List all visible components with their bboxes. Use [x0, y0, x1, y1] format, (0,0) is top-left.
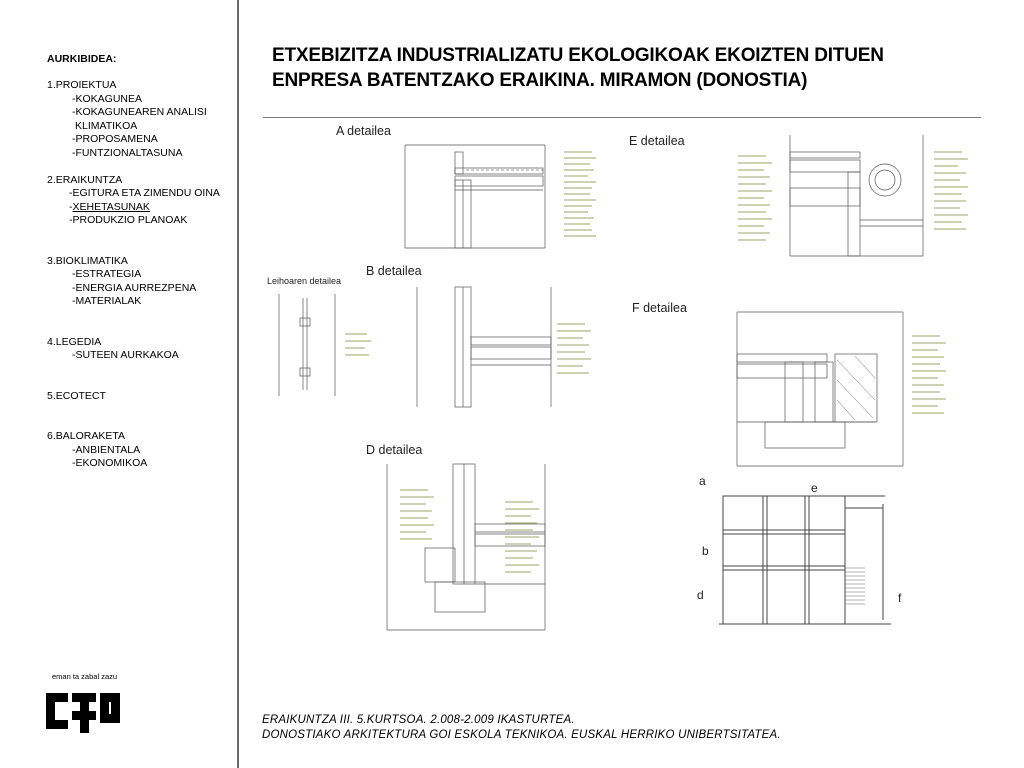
section-label-f: f — [898, 591, 902, 605]
detail-d-annotations-right — [503, 500, 551, 600]
detail-a-annotations — [562, 150, 622, 260]
detail-d-label: D detailea — [366, 443, 423, 457]
nav-item-estrategia[interactable]: -ESTRATEGIA — [72, 268, 142, 280]
nav-section-bioklimatika[interactable]: 3.BIOKLIMATIKA — [47, 254, 128, 267]
nav-item-klimatikoa[interactable]: KLIMATIKOA — [75, 119, 138, 132]
detail-e-annotations — [736, 154, 784, 254]
nav-section-ecotect[interactable]: 5.ECOTECT — [47, 389, 106, 402]
page-title — [272, 43, 972, 93]
footer-credits — [262, 713, 781, 743]
window-detail-label: Leihoaren detailea — [267, 276, 342, 286]
nav-item-suteen-aurkakoa[interactable]: -SUTEEN AURKAKOA — [72, 349, 179, 361]
nav-section-balorak[interactable]: 6.BALORAKETA — [47, 430, 126, 442]
upv-ehu-logo-icon — [44, 681, 124, 741]
nav-item-proposamena[interactable]: -PROPOSAMENA — [72, 133, 158, 145]
sidebar-divider — [237, 0, 239, 768]
logo-motto: eman ta zabal zazu — [52, 672, 118, 681]
title-divider — [263, 117, 981, 118]
nav-item-anbientala[interactable]: -ANBIENTALA — [72, 443, 141, 456]
detail-b-drawing — [415, 285, 555, 409]
detail-f-annotations — [910, 334, 970, 444]
nav-section-legedia[interactable]: 4.LEGEDIA — [47, 335, 102, 348]
detail-f-label: F detailea — [632, 301, 687, 315]
university-logo — [44, 672, 124, 746]
section-label-a: a — [699, 474, 706, 488]
detail-d-annotations — [398, 488, 446, 568]
nav-section-eraikuntza[interactable]: 2.ERAIKUNTZA — [47, 173, 123, 186]
detail-a-label: A detailea — [336, 124, 391, 138]
section-label-e: e — [811, 481, 818, 495]
detail-a-drawing — [400, 140, 560, 250]
nav-item-energia-aurrezpena[interactable]: -ENERGIA AURREZPENA — [72, 281, 197, 294]
window-annotations — [343, 330, 383, 370]
index-list — [47, 79, 220, 471]
nav-item-materialak[interactable]: -MATERIALAK — [72, 295, 142, 307]
building-section-drawing — [715, 488, 895, 636]
nav-item-funtzionaltasuna[interactable]: -FUNTZIONALTASUNA — [72, 146, 183, 159]
footer-line-1: ERAIKUNTZA III. 5.KURTSOA. 2.008-2.009 IKASTURTEA. — [262, 714, 575, 726]
detail-e-annotations-right — [932, 150, 980, 260]
detail-e-label: E detailea — [629, 134, 685, 148]
title-line-1: ETXEBIZITZA INDUSTRIALIZATU EKOLOGIKOAK EKOIZTEN DITUEN — [272, 45, 884, 66]
detail-b-annotations — [555, 322, 611, 392]
section-label-d: d — [697, 588, 704, 602]
detail-b-label: B detailea — [366, 264, 422, 278]
section-label-b: b — [702, 544, 709, 558]
detail-f-drawing — [735, 310, 905, 470]
title-line-2: ENPRESA BATENTZAKO ERAIKINA. MIRAMON (DONOSTIA) — [272, 70, 808, 91]
nav-item-egitura[interactable]: -EGITURA ETA ZIMENDU OINA — [69, 187, 220, 199]
nav-item-kokagunearen-analisi[interactable]: -KOKAGUNEAREN ANALISI — [72, 106, 207, 118]
detail-e-drawing — [788, 130, 928, 260]
nav-item-xehetasunak[interactable]: -XEHETASUNAK — [69, 200, 150, 213]
window-detail-drawing — [277, 290, 339, 400]
nav-item-produkzio-planoak[interactable]: -PRODUKZIO PLANOAK — [69, 214, 188, 226]
index-title: AURKIBIDEA: — [47, 53, 117, 65]
sidebar-nav — [0, 0, 238, 768]
nav-item-ekonomikoa[interactable]: -EKONOMIKOA — [72, 457, 148, 469]
footer-line-2: DONOSTIAKO ARKITEKTURA GOI ESKOLA TEKNIKOA. EUSKAL HERRIKO UNIBERTSITATEA. — [262, 729, 781, 741]
nav-item-kokagunea[interactable]: -KOKAGUNEA — [72, 92, 143, 105]
nav-section-proiektua[interactable]: 1.PROIEKTUA — [47, 79, 117, 91]
